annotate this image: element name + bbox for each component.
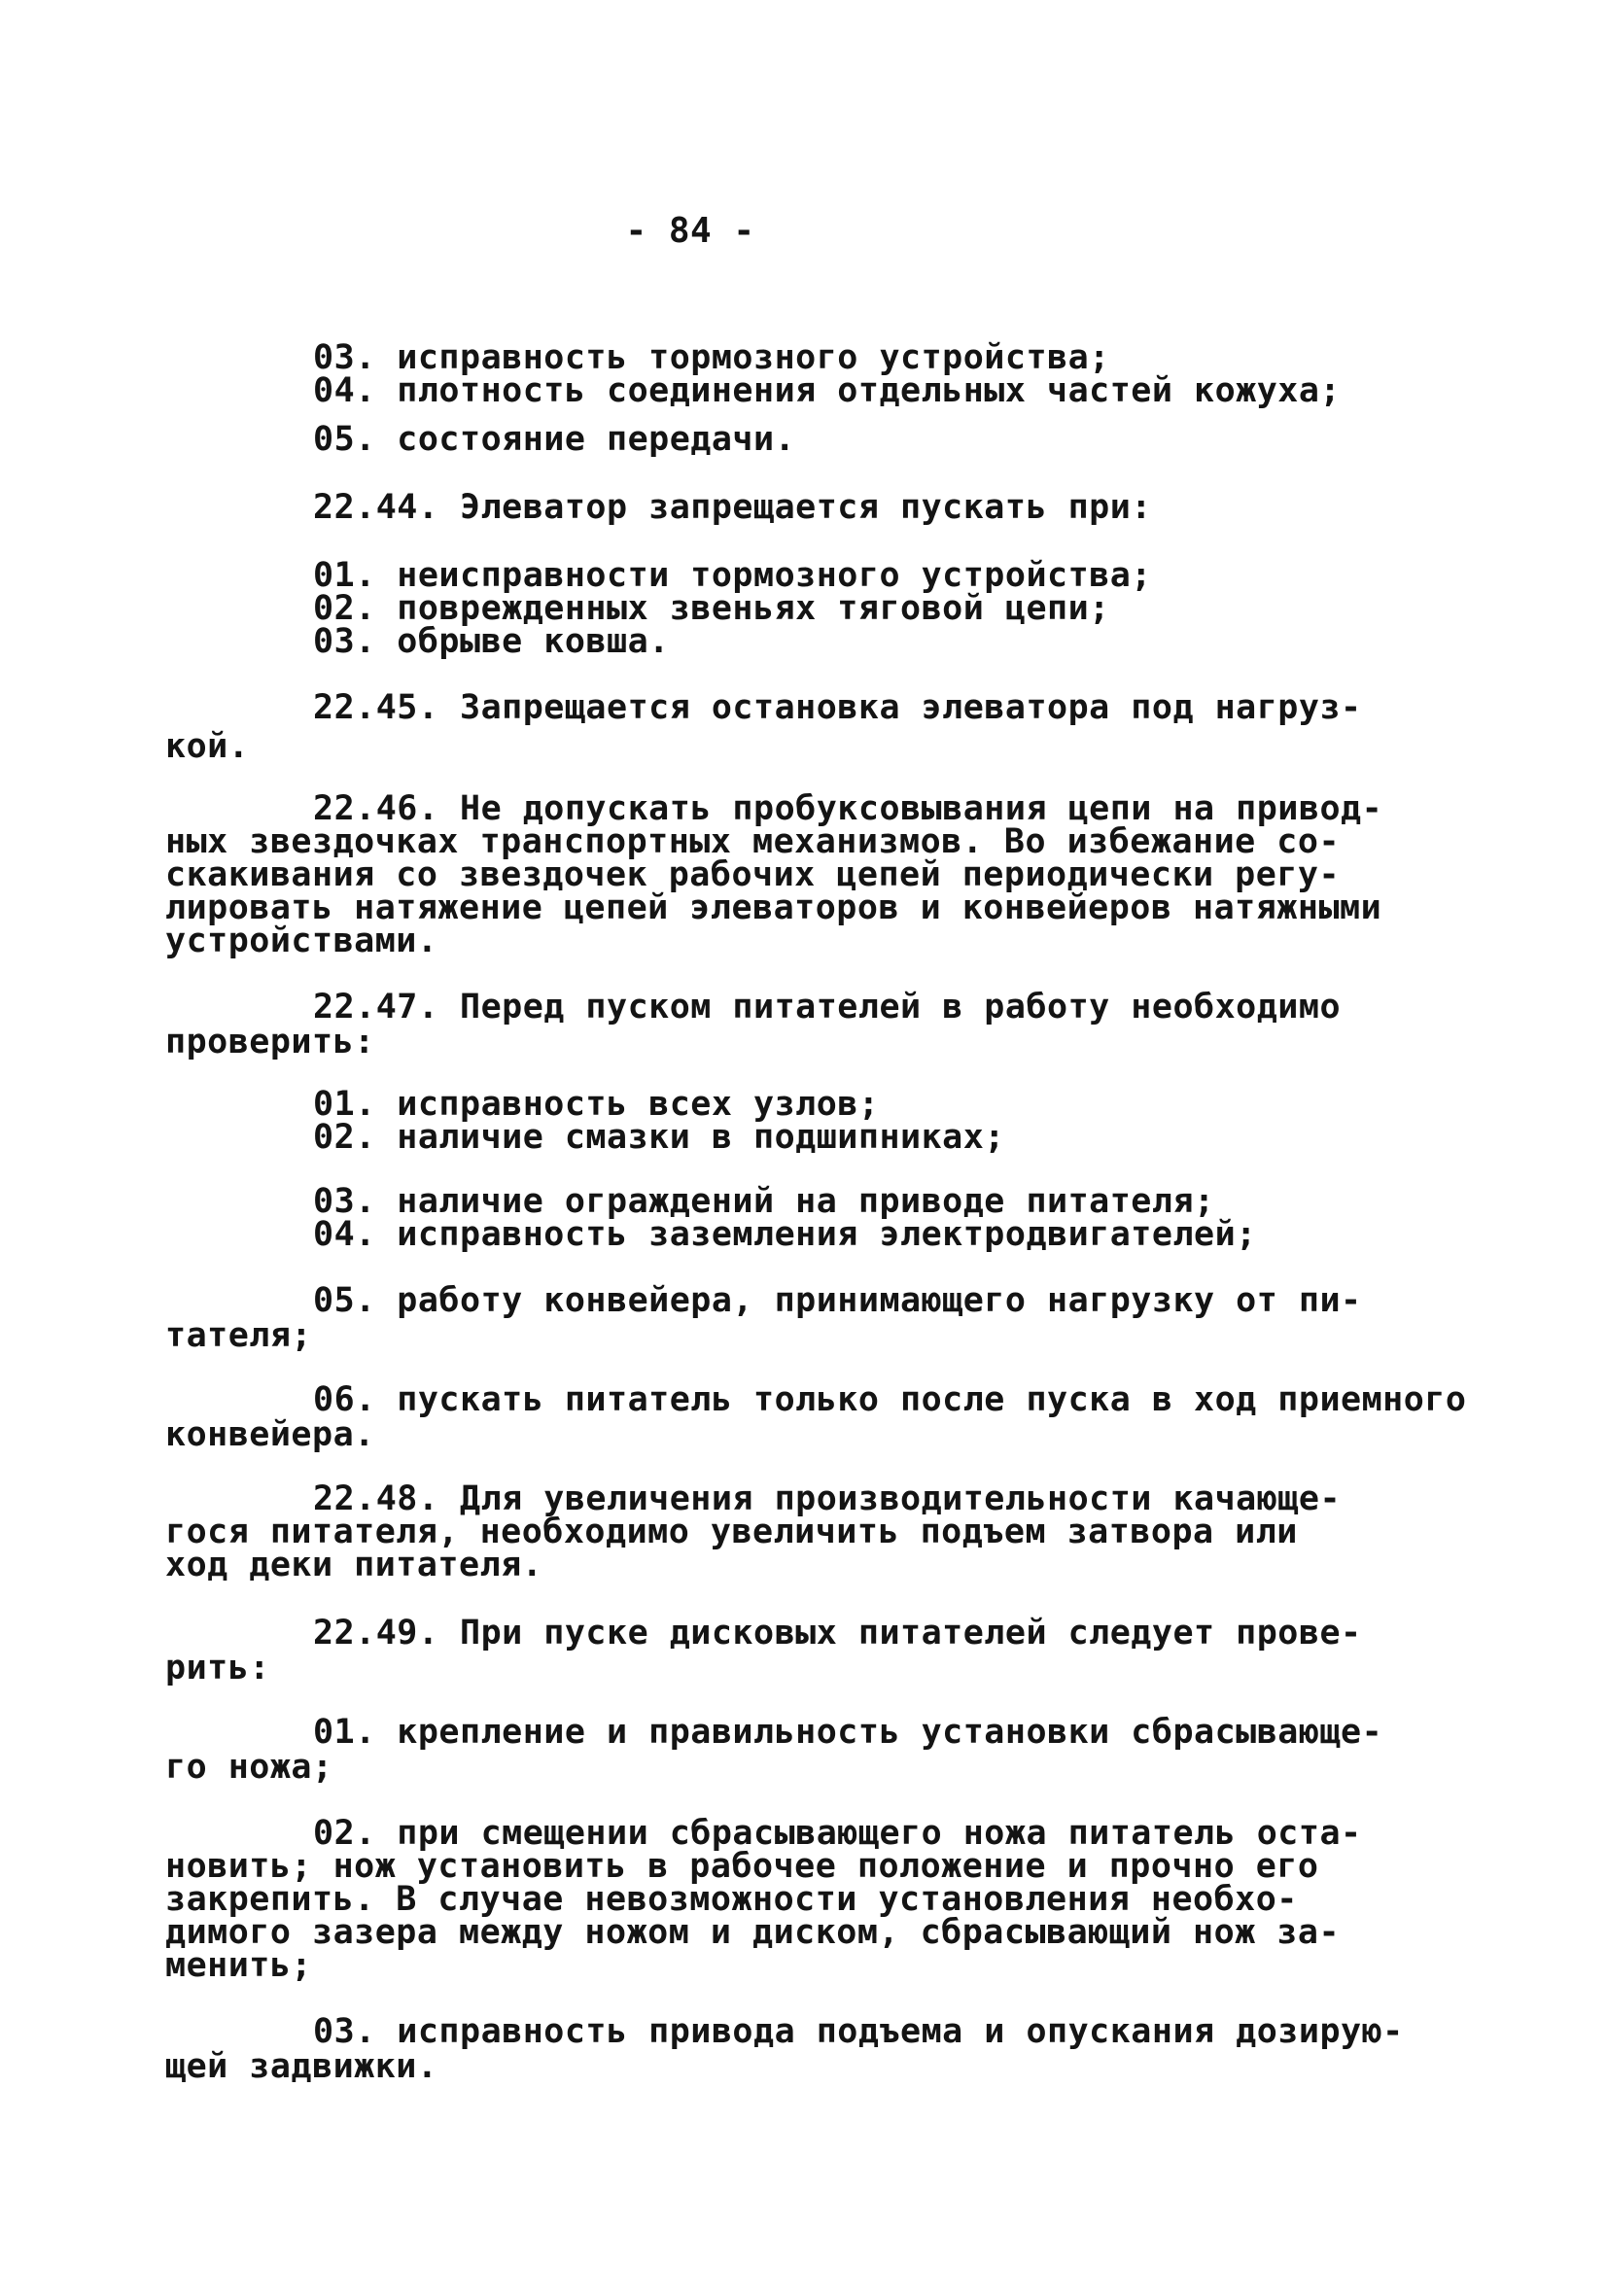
text-line: рить:	[165, 1649, 270, 1687]
text-line: новить; нож установить в рабочее положение и прочно его	[165, 1847, 1319, 1886]
page-number: - 84 -	[625, 211, 755, 251]
text-line: 04. исправность заземления электродвигателей;	[313, 1215, 1257, 1254]
text-line: 22.44. Элеватор запрещается пускать при:	[313, 488, 1152, 527]
text-line: скакивания со звездочек рабочих цепей периодически регу-	[165, 855, 1341, 894]
text-line: гося питателя, необходимо увеличить подъем затвора или	[165, 1513, 1298, 1551]
text-line: закрепить. В случае невозможности установления необхо-	[165, 1880, 1298, 1919]
text-line: димого зазера между ножом и диском, сбрасывающий нож за-	[165, 1913, 1341, 1952]
text-line: 22.47. Перед пуском питателей в работу необходимо	[313, 988, 1342, 1026]
text-line: 02. поврежденных звеньях тяговой цепи;	[313, 589, 1110, 628]
text-line: 22.46. Не допускать пробуксовывания цепи на привод-	[313, 789, 1383, 828]
text-line: 22.49. При пуске дисковых питателей следует прове-	[313, 1614, 1362, 1652]
text-line: лировать натяжение цепей элеваторов и конвейеров натяжными	[165, 888, 1382, 927]
text-line: 03. наличие ограждений на приводе питателя;	[313, 1182, 1215, 1221]
text-line: 04. плотность соединения отдельных частей кожуха;	[313, 371, 1342, 410]
text-line: 02. при смещении сбрасывающего ножа питатель оста-	[313, 1814, 1362, 1853]
text-line: конвейера.	[165, 1415, 375, 1454]
text-line: 22.48. Для увеличения производительности качающе-	[313, 1479, 1342, 1518]
text-line: проверить:	[165, 1023, 375, 1061]
text-line: 06. пускать питатель только после пуска в ход приемного	[313, 1380, 1467, 1419]
text-line: 03. исправность привода подъема и опускания дозирую-	[313, 2012, 1404, 2051]
text-line: 03. исправность тормозного устройства;	[313, 338, 1110, 377]
text-line: 02. наличие смазки в подшипниках;	[313, 1118, 1005, 1157]
text-line: ход деки питателя.	[165, 1546, 543, 1584]
text-line: 03. обрыве ковша.	[313, 622, 670, 661]
text-line: менить;	[165, 1946, 313, 1985]
text-line: 05. состояние передачи.	[313, 420, 796, 459]
text-line: тателя;	[165, 1316, 313, 1355]
text-line: 05. работу конвейера, принимающего нагрузку от пи-	[313, 1281, 1362, 1320]
text-line: 22.45. Запрещается остановка элеватора под нагруз-	[313, 688, 1362, 727]
text-line: устройствами.	[165, 922, 438, 960]
text-line: 01. неисправности тормозного устройства;	[313, 556, 1152, 595]
text-line: 01. крепление и правильность установки сбрасывающе-	[313, 1713, 1383, 1752]
text-line: го ножа;	[165, 1748, 333, 1787]
text-line: кой.	[165, 727, 250, 766]
text-line: ных звездочках транспортных механизмов. Во избежание со-	[165, 822, 1341, 861]
text-line: щей задвижки.	[165, 2047, 438, 2086]
text-line: 01. исправность всех узлов;	[313, 1085, 880, 1124]
